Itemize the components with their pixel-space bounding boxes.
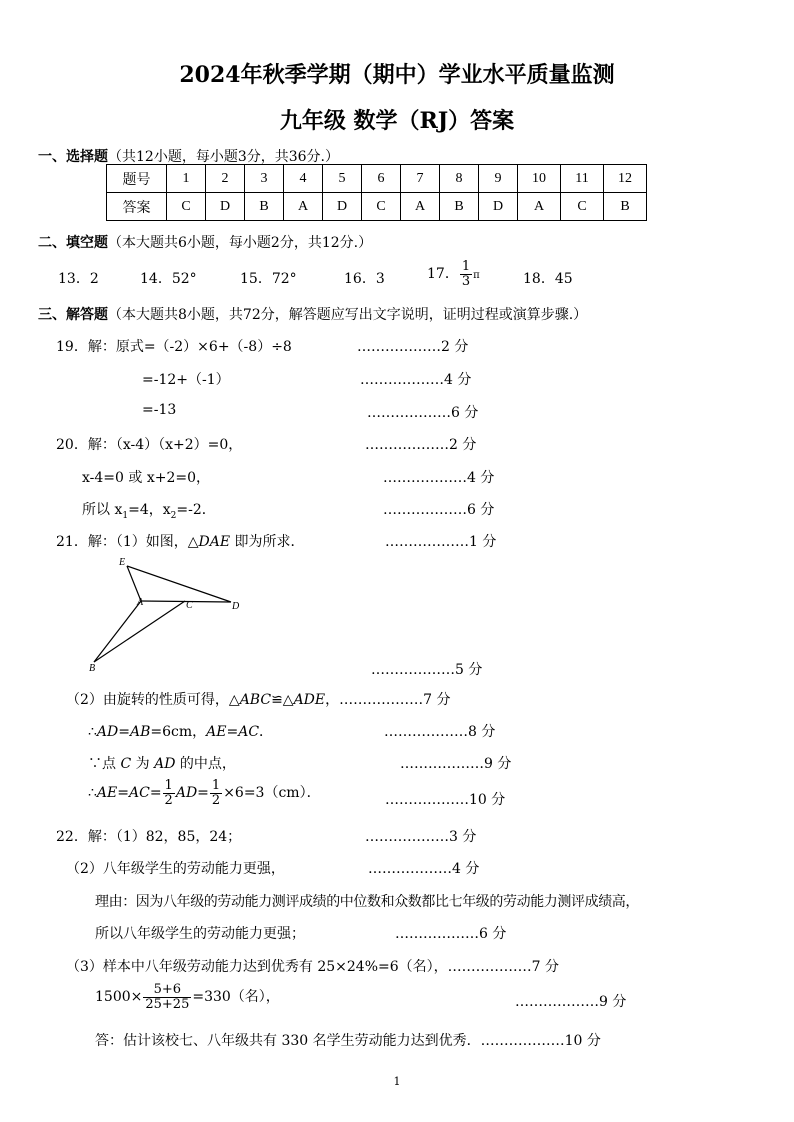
table-cell: A: [518, 193, 561, 221]
fill-answer-13: 13．2: [58, 271, 99, 287]
score-mark: ………………9 分: [400, 756, 512, 772]
answer-table: [106, 164, 647, 221]
page-title: 2024年秋季学期（期中）学业水平质量监测: [179, 62, 615, 88]
section-fill-title: 二、填空题: [38, 235, 108, 251]
table-cell: 5: [323, 165, 362, 193]
text-part: 的中点，: [175, 756, 236, 772]
table-cell: 11: [561, 165, 604, 193]
q19-line-3: =-13: [142, 402, 177, 418]
q22-line-1: 22．解：（1）82，85，24；: [56, 829, 242, 845]
table-cell: 1: [167, 165, 206, 193]
table-cell: B: [245, 193, 284, 221]
table-cell: B: [604, 193, 647, 221]
fraction-denominator: 25+25: [145, 996, 190, 1012]
q22-line-6: [95, 983, 280, 1011]
text-part: ×6=3（cm）．: [223, 785, 321, 802]
text-part: （2）由旋转的性质可得，△: [66, 692, 240, 708]
table-cell: C: [167, 193, 206, 221]
table-cell: 9: [479, 165, 518, 193]
q19-line-1: 19．解：原式=（-2）×6+（-8）÷8: [56, 339, 292, 355]
table-cell: A: [284, 193, 323, 221]
score-mark: ………………4 分: [368, 861, 480, 877]
fraction-denominator: 3: [461, 273, 471, 289]
table-cell: D: [206, 193, 245, 221]
score-mark: ………………10 分: [385, 792, 506, 808]
text-part: ≌△: [271, 692, 294, 708]
fill-answer-15: 15．72°: [240, 271, 297, 287]
table-header-answer: 答案: [107, 193, 167, 221]
score-mark: ………………3 分: [365, 829, 477, 845]
fraction-numerator: 1: [211, 778, 221, 793]
table-row-numbers: [107, 165, 647, 193]
page-subtitle: 九年级 数学（RJ）答案: [279, 108, 515, 134]
fill-answer-17-prefix: 17．: [427, 266, 459, 283]
table-cell: 2: [206, 165, 245, 193]
table-cell: D: [323, 193, 362, 221]
triangle-figure: [80, 552, 260, 676]
text-part: ．: [259, 724, 274, 740]
text-part: ∴: [88, 724, 97, 740]
table-cell: B: [440, 193, 479, 221]
table-cell: A: [401, 193, 440, 221]
text-part: =330（名），: [192, 989, 280, 1006]
subscript: 2: [170, 510, 177, 521]
point-label-d: D: [232, 601, 240, 612]
text-part: 21．解：（1）如图，△: [56, 534, 199, 550]
score-mark: ………………6 分: [367, 405, 479, 421]
score-mark: ………………9 分: [515, 994, 627, 1010]
section-choice-heading: [38, 146, 339, 166]
math-var: C: [120, 756, 132, 772]
q22-line-4: 所以八年级学生的劳动能力更强；: [95, 926, 305, 942]
q20-line-1: 20．解：（x-4）（x+2）=0，: [56, 437, 243, 453]
q21-line-1: [56, 531, 305, 551]
table-cell: C: [561, 193, 604, 221]
math-var: AE=AC: [96, 785, 150, 802]
score-mark: ………………2 分: [357, 339, 469, 355]
fraction: [210, 779, 222, 807]
text-part: ∴: [88, 785, 97, 802]
section-fill-heading: [38, 232, 372, 252]
score-mark: ………………4 分: [383, 470, 495, 486]
score-mark: ………………1 分: [385, 534, 497, 550]
point-label-e: E: [119, 557, 126, 568]
table-cell: 6: [362, 165, 401, 193]
fraction-denominator: 2: [211, 792, 221, 808]
text-part: =: [149, 785, 162, 802]
fill-answer-18: 18．45: [523, 271, 573, 287]
fraction: [143, 983, 191, 1011]
math-var: AD=AB: [96, 724, 151, 740]
math-var: ABC: [239, 692, 272, 708]
text-part: 1500×: [95, 989, 143, 1006]
table-cell: 12: [604, 165, 647, 193]
q21-line-3: [88, 721, 273, 741]
math-var: ADE: [293, 692, 326, 708]
table-cell: 3: [245, 165, 284, 193]
fill-answer-17-suffix: π: [473, 270, 480, 282]
fraction-numerator: 1: [461, 259, 471, 274]
q22-line-2: （2）八年级学生的劳动能力更强，: [66, 861, 285, 877]
fraction-denominator: 2: [164, 792, 173, 808]
q21-line-4: [88, 753, 236, 773]
point-label-b: B: [89, 663, 96, 674]
text-part: ∵点: [88, 756, 121, 772]
fraction-numerator: 5+6: [143, 983, 191, 998]
text-part: 即为所求．: [230, 534, 305, 550]
section-choice-title: 一、选择题: [38, 149, 108, 165]
text-part: =4，x: [128, 502, 171, 518]
text-part: =-2．: [176, 502, 216, 518]
point-label-a: A: [137, 597, 144, 608]
section-solve-title: 三、解答题: [38, 307, 108, 323]
section-solve-note: （本大题共8小题，共72分，解答题应写出文字说明，证明过程或演算步骤.）: [108, 307, 588, 323]
table-cell: 4: [284, 165, 323, 193]
table-cell: 7: [401, 165, 440, 193]
q22-line-5: （3）样本中八年级劳动能力达到优秀有 25×24%=6（名），………………7 分: [66, 959, 560, 975]
q22-line-7: 答：估计该校七、八年级共有 330 名学生劳动能力达到优秀．………………10 分: [95, 1033, 601, 1049]
text-part: ，………………7 分: [325, 692, 451, 708]
math-var: AE=AC: [206, 724, 260, 740]
table-cell: C: [362, 193, 401, 221]
section-solve-heading: [38, 304, 587, 324]
score-mark: ………………6 分: [383, 502, 495, 518]
subscript: 1: [122, 510, 129, 521]
math-var: DAE: [198, 534, 231, 550]
math-var: AD: [175, 785, 198, 802]
score-mark: ………………4 分: [360, 372, 472, 388]
score-mark: ………………5 分: [371, 662, 483, 678]
score-mark: ………………6 分: [395, 926, 507, 942]
point-label-c: C: [186, 600, 193, 611]
text-part: =6cm，: [150, 724, 207, 740]
table-cell: 8: [440, 165, 479, 193]
table-cell: 10: [518, 165, 561, 193]
fraction-numerator: 1: [164, 778, 173, 793]
text-part: 所以 x: [82, 502, 123, 518]
text-part: =: [197, 785, 209, 802]
fraction: [460, 260, 472, 288]
text-part: 为: [131, 756, 155, 772]
triangle-lines: [94, 566, 231, 662]
score-mark: ………………2 分: [365, 437, 477, 453]
fraction: [163, 779, 175, 807]
section-choice-note: （共12小题，每小题3分，共36分.）: [108, 149, 339, 165]
q20-line-3: [82, 499, 216, 521]
fill-answer-17: [427, 260, 480, 288]
q21-line-2: [66, 689, 450, 709]
section-fill-note: （本大题共6小题，每小题2分，共12分.）: [108, 235, 373, 251]
q22-line-3: 理由：因为八年级的劳动能力测评成绩的中位数和众数都比七年级的劳动能力测评成绩高，: [95, 894, 639, 910]
q19-line-2: =-12+（-1）: [142, 372, 230, 388]
fill-answer-14: 14．52°: [140, 271, 197, 287]
table-header-number: 题号: [107, 165, 167, 193]
table-row-answers: [107, 193, 647, 221]
fill-answer-16: 16．3: [344, 271, 385, 287]
q21-line-5: [88, 779, 321, 807]
page-number: 1: [393, 1075, 401, 1088]
q20-line-2: x-4=0 或 x+2=0，: [82, 470, 210, 486]
table-cell: D: [479, 193, 518, 221]
score-mark: ………………8 分: [384, 724, 496, 740]
math-var: AD: [154, 756, 176, 772]
